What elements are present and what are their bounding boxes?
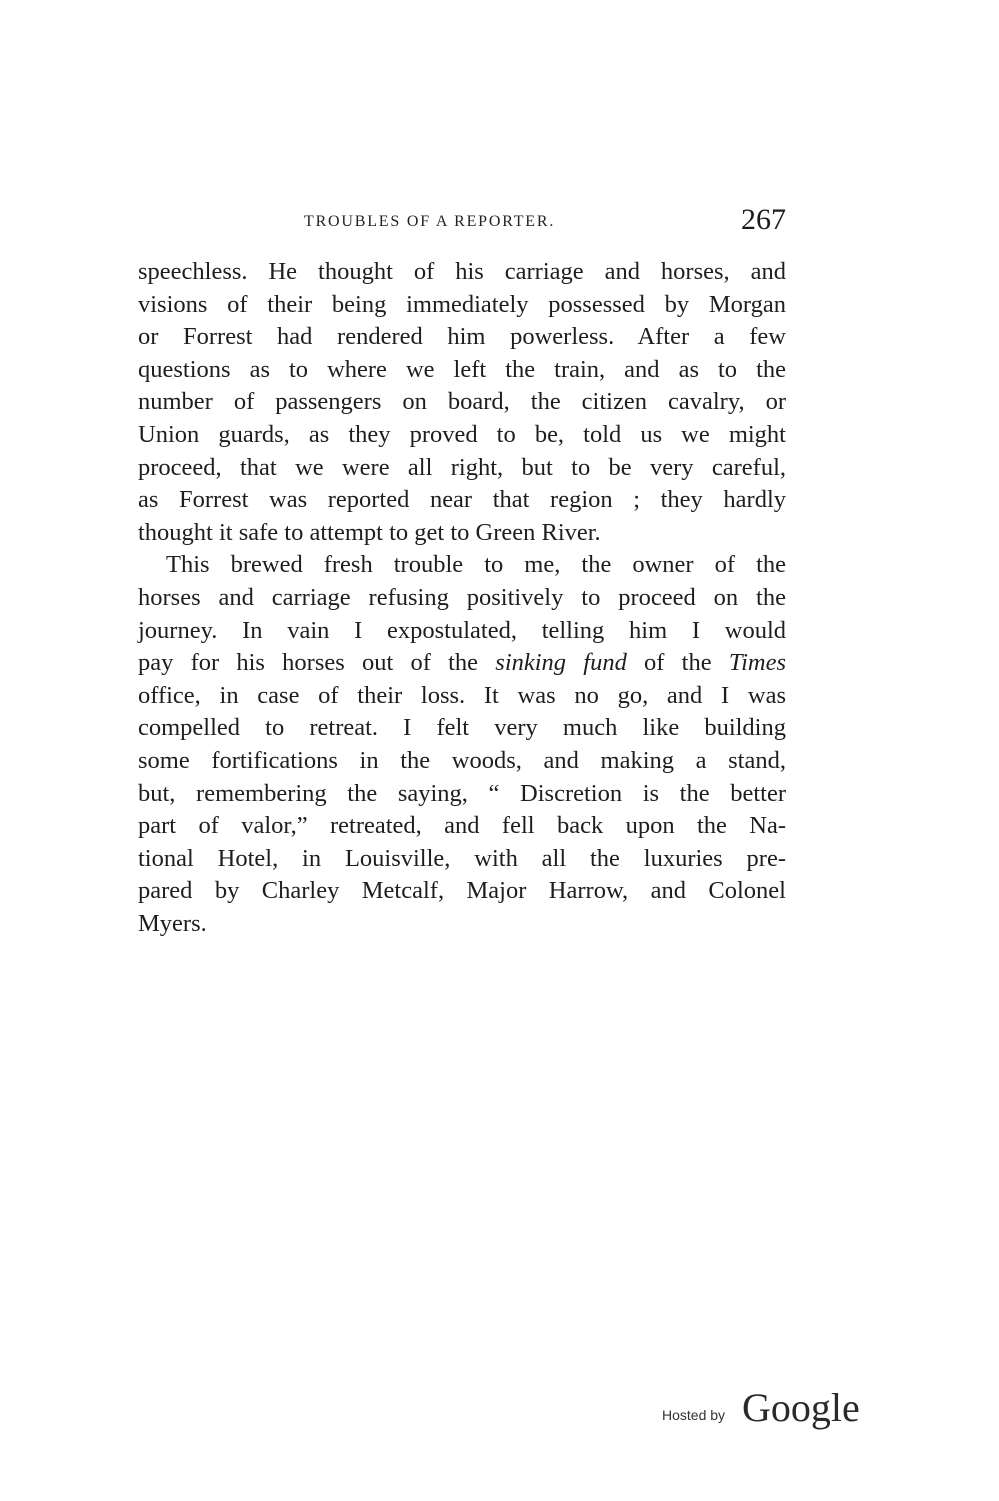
body-text [138, 256, 786, 940]
text-segment: pay for his horses out of the [138, 649, 479, 677]
paragraph-1 [138, 256, 786, 549]
text-line [138, 647, 786, 680]
text-line: pared by Charley Metcalf, Major Harrow, and Colonel [138, 877, 786, 905]
text-line: or Forrest had rendered him powerless. After a few [138, 323, 786, 351]
text-line: Union guards, as they proved to be, told us we might [138, 420, 786, 448]
text-line: This brewed fresh trouble to me, the owner of the [166, 551, 786, 579]
text-line: thought it safe to attempt to get to Green River. [138, 518, 601, 546]
text-line: compelled to retreat. I felt very much like building [138, 714, 786, 742]
page-number: 267 [741, 203, 786, 236]
paragraph-2 [138, 549, 786, 940]
text-line: questions as to where we left the train, and as to the [138, 355, 786, 383]
text-line: proceed, that we were all right, but to be very careful, [138, 453, 786, 481]
italic-word-times: Times [728, 649, 787, 677]
text-line: horses and carriage refusing positively to proceed on the [138, 583, 786, 611]
text-line: as Forrest was reported near that region ; they hardly [138, 486, 786, 514]
text-line: part of valor,” retreated, and fell back upon the Na- [138, 812, 786, 840]
running-title: TROUBLES OF A REPORTER. [304, 213, 556, 230]
google-logo: Google [742, 1385, 860, 1430]
text-line: speechless. He thought of his carriage and horses, and [138, 258, 786, 285]
italic-phrase-sinking-fund: sinking fund [495, 649, 627, 677]
text-line: tional Hotel, in Louisville, with all the luxuries pre- [138, 844, 786, 872]
hosted-by-label: Hosted by [662, 1407, 726, 1423]
text-line: visions of their being immediately possessed by Morgan [138, 290, 786, 318]
text-line: journey. In vain I expostulated, telling him I would [138, 616, 786, 644]
text-line: Myers. [138, 909, 207, 937]
text-line: but, remembering the saying, “ Discretion is the better [138, 779, 786, 807]
text-line: office, in case of their loss. It was no go, and I was [138, 681, 786, 709]
running-header [138, 205, 786, 245]
text-segment: of the [644, 649, 712, 677]
text-line: some fortifications in the woods, and making a stand, [138, 746, 786, 774]
hosted-by-google-watermark [662, 1384, 872, 1434]
text-line: number of passengers on board, the citizen cavalry, or [138, 388, 786, 416]
